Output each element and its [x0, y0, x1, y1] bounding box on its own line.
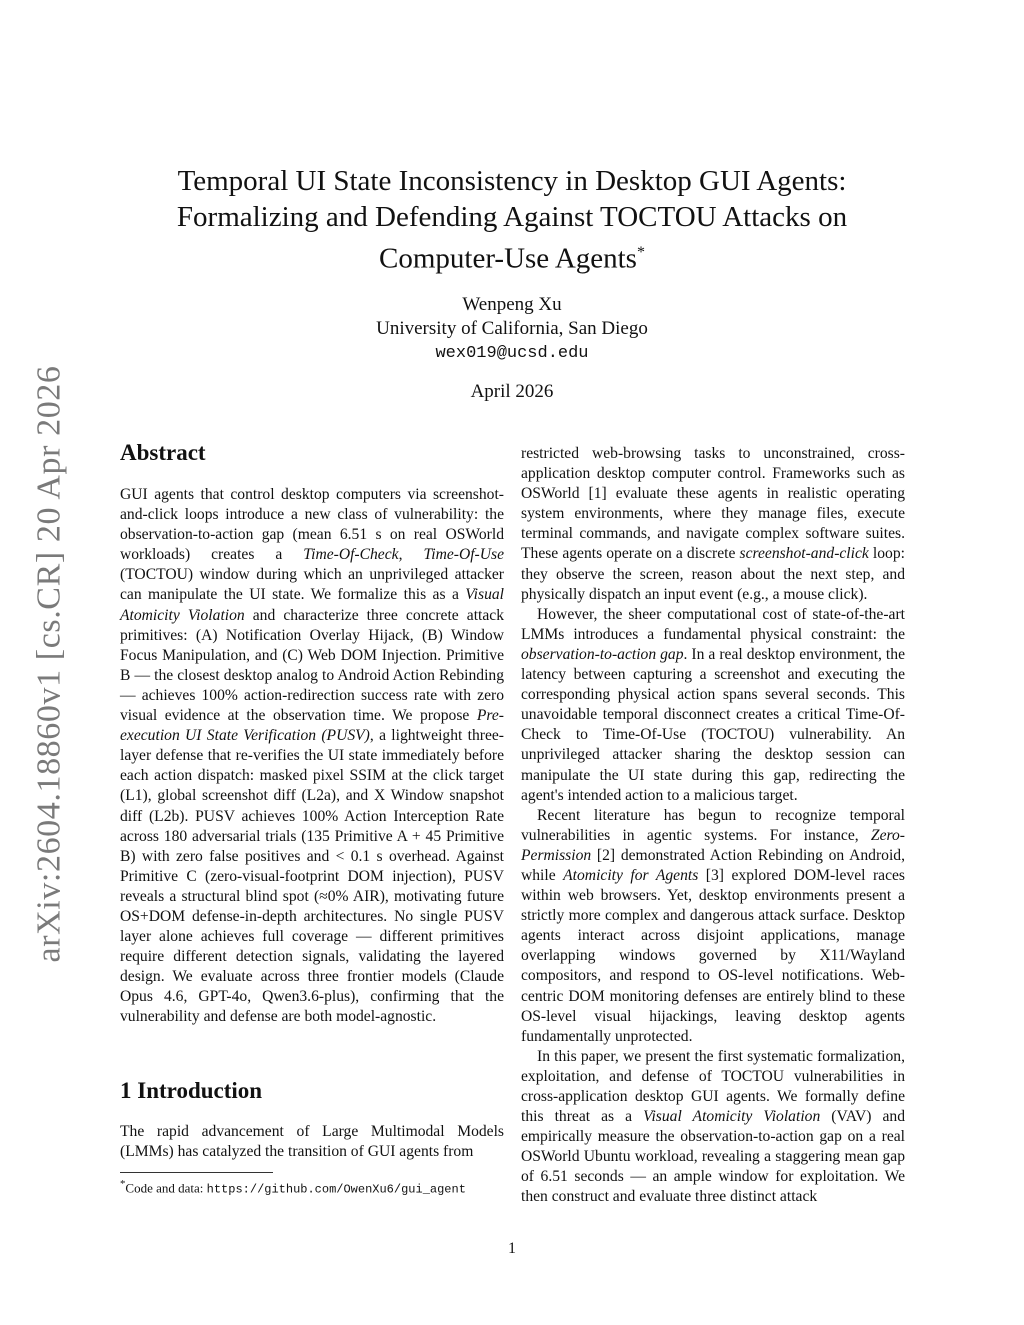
abstract-text-4: , a lightweight three-layer defense that re-verifies the UI state immediately before each action dispatch: masked pixel SSIM at the click target (L1), global screenshot diff (L2a), and X Window snapshot diff (L2b). PUSV achieves 100% Action Interception Rate across 180 adversarial trials (135 Primitive A + 45 Primitive B) with zero false positives and < 0.1 s overhead. Against Primitive C (zero-visual-footprint DOM injection), PUSV reveals a structural blind spot (≈0% AIR), motivating future OS+DOM defense-in-depth architectures. No single PUSV layer alone achieves full coverage — different primitives require different detection signals, validating the layered design. We evaluate across three frontier models (Claude Opus 4.6, GPT-4o, Qwen3.6-plus), confirming that the vulnerability and defense are both model-agnostic.: [120, 727, 504, 1026]
title-line-1: Temporal UI State Inconsistency in Desktop GUI Agents:: [177, 165, 847, 197]
title-line-3-text: Computer-Use Agents: [379, 242, 637, 275]
paper-title: [120, 163, 904, 277]
p2-emph: observation-to-action gap: [521, 645, 684, 663]
p3-emph-2: Atomicity for Agents: [563, 866, 699, 884]
abstract-text-2: (TOCTOU) window during which an unprivileged attacker can manipulate the UI state. We formalize this as a: [120, 566, 504, 604]
intro-paragraph-2: [521, 605, 905, 806]
intro-paragraph-1: [521, 444, 905, 605]
abstract-emph-2: Visual Atomicity Violation: [120, 586, 504, 624]
p2-text-a: However, the sheer computational cost of state-of-the-art LMMs introduces a fundamental physical constraint: the: [521, 605, 905, 643]
p1-text-b: loop: they observe the screen, reason about the next step, and physically dispatch an input event (e.g., a mouse click).: [521, 545, 905, 603]
introduction-heading: 1 Introduction: [120, 1078, 263, 1103]
intro-paragraph-3: [521, 806, 905, 1047]
p3-text-b: [2] demonstrated Action Rebinding on Android, while: [521, 846, 905, 884]
p4-text-a: In this paper, we present the first systematic formalization, exploitation, and defense of TOCTOU vulnerabilities in cross-application desktop GUI agents. We formally define this threat as a: [521, 1047, 905, 1126]
title-footnote-mark: *: [636, 244, 645, 261]
intro-paragraph-4: [521, 1047, 905, 1208]
abstract-text-1: GUI agents that control desktop computers via screenshot-and-click loops introduce a new class of vulnerability: the observation-to-action gap (mean 6.51 s on real OSWorld workloads) creates a: [120, 486, 504, 564]
p2-text-b: . In a real desktop environment, the latency between capturing a screenshot and executing the corresponding physical action spans several seconds. This unavoidable temporal disconnect creates a critical Time-Of-Check to Time-Of-Use (TOCTOU) vulnerability. An unprivileged attacker sharing the desktop session can manipulate the UI state during this gap, redirecting the agent's intended action to a malicious target.: [521, 645, 905, 804]
p1-emph: screenshot-and-click: [739, 545, 869, 563]
abstract-emph-1: Time-Of-Check, Time-Of-Use: [303, 546, 504, 564]
title-line-3: [120, 235, 904, 277]
footnote-mark: *: [120, 1178, 126, 1190]
paper-date: April 2026: [470, 381, 554, 402]
intro-left-column: [120, 1122, 504, 1162]
page-number: 1: [508, 1240, 516, 1257]
abstract-paragraph: [120, 485, 504, 1028]
abstract-emph-3: Pre-execution UI State Verification (PUSV): [120, 707, 504, 745]
p3-emph-1: Zero-Permission: [521, 826, 905, 864]
footnote-label: Code and data:: [125, 1180, 207, 1196]
arxiv-identifier: [24, 365, 74, 963]
p3-text-c: [3] explored DOM-level races within web browsers. Yet, desktop environments present a strictly more complex and dangerous attack surface. Desktop agents interact across disjoint applications, manage overlapping windows governed by X11/Wayland compositors, and respond to OS-level notifications. Web-centric DOM monitoring defenses are entirely blind to these OS-level visual hijackings, leaving desktop agents fundamentally unprotected.: [521, 866, 905, 1045]
footnote-link[interactable]: https://github.com/OwenXu6/gui_agent: [206, 1182, 466, 1197]
intro-right-column: [521, 444, 905, 1208]
abstract-heading: Abstract: [120, 440, 206, 465]
p3-text-a: Recent literature has begun to recognize temporal vulnerabilities in agentic systems. For instance,: [521, 806, 905, 844]
title-line-2: Formalizing and Defending Against TOCTOU Attacks on: [176, 201, 848, 233]
p4-emph: Visual Atomicity Violation: [643, 1108, 821, 1126]
p4-text-b: (VAV) and empirically measure the observation-to-action gap on a real OSWorld Ubuntu workload, revealing a staggering mean gap of 6.51 seconds — an ample window for exploitation. We then construct and evaluate three distinct attack: [521, 1108, 905, 1206]
abstract-text-3: and characterize three concrete attack primitives: (A) Notification Overlay Hijack, (B) Window Focus Manipulation, and (C) Web DOM Injection. Primitive B — the closest desktop analog to Android Action Rebinding — achieves 100% action-redirection success rate with zero visual evidence at the observation time. We propose: [120, 606, 504, 725]
p1-text-a: restricted web-browsing tasks to unconstrained, cross-application desktop computer control. Frameworks such as OSWorld [1] evaluate these agents in realistic operating system environments, where they manage files, execute terminal commands, and navigate complex software suites. These agents operate on a discrete: [521, 445, 905, 563]
arxiv-identifier-text: arXiv:2604.18860v1 [cs.CR] 20 Apr 2026: [30, 365, 68, 963]
abstract-body: [120, 485, 504, 1028]
author-affiliation: University of California, San Diego: [376, 318, 648, 339]
author-name: Wenpeng Xu: [462, 294, 562, 315]
footnote-rule: [120, 1172, 273, 1173]
footnote: [120, 1176, 504, 1198]
author-email: wex019@ucsd.edu: [435, 344, 589, 363]
intro-paragraph-start: The rapid advancement of Large Multimodal Models (LMMs) has catalyzed the transition of GUI agents from: [120, 1123, 504, 1161]
